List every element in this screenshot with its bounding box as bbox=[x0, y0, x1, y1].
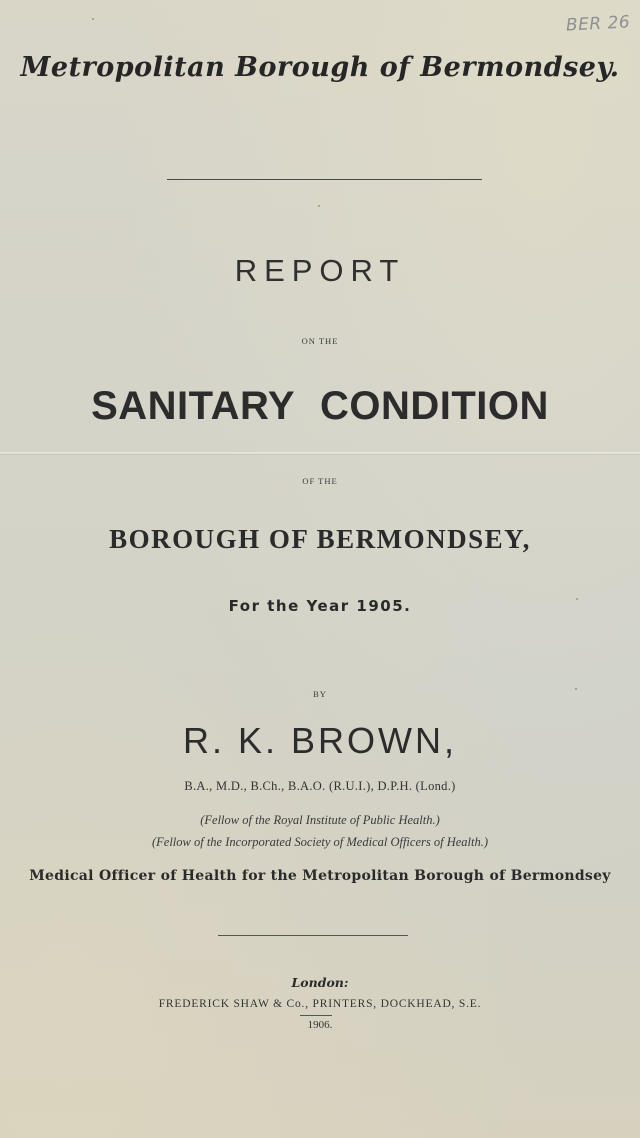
imprint-short-rule bbox=[300, 1015, 332, 1016]
catalogue-mark: BER 26 bbox=[565, 12, 631, 36]
borough-title: Metropolitan Borough of Bermondsey. bbox=[20, 52, 620, 83]
by-text: BY bbox=[313, 689, 327, 699]
on-the-text: ON THE bbox=[301, 336, 339, 346]
imprint-rule bbox=[218, 935, 408, 936]
paper-speck bbox=[92, 18, 94, 20]
fellowship-line-2: (Fellow of the Incorporated Society of Medical Officers of Health.) bbox=[151, 835, 489, 849]
paper-speck bbox=[575, 688, 577, 690]
title-rule bbox=[167, 179, 482, 180]
imprint-printer: FREDERICK SHAW & Co., PRINTERS, DOCKHEAD, S.E. bbox=[158, 998, 482, 1010]
author-name: R. K. BROWN, bbox=[182, 720, 457, 761]
subject-heading: SANITARY CONDITION bbox=[91, 384, 549, 428]
imprint-place: London: bbox=[291, 975, 349, 990]
year-line: For the Year 1905. bbox=[228, 597, 412, 615]
fellowship-line-1: (Fellow of the Royal Institute of Public Health.) bbox=[200, 813, 440, 827]
of-the-text: OF THE bbox=[302, 476, 338, 486]
author-degrees: B.A., M.D., B.Ch., B.A.O. (R.U.I.), D.P.H. (Lond.) bbox=[184, 779, 456, 793]
author-position: Medical Officer of Health for the Metropolitan Borough of Bermondsey bbox=[29, 868, 611, 884]
borough-heading: BOROUGH OF BERMONDSEY, bbox=[109, 524, 531, 554]
imprint-year: 1906. bbox=[307, 1019, 333, 1031]
paper-speck bbox=[576, 598, 578, 600]
paper-speck bbox=[318, 205, 320, 207]
report-heading: REPORT bbox=[234, 253, 406, 288]
paper-fold bbox=[0, 452, 640, 454]
